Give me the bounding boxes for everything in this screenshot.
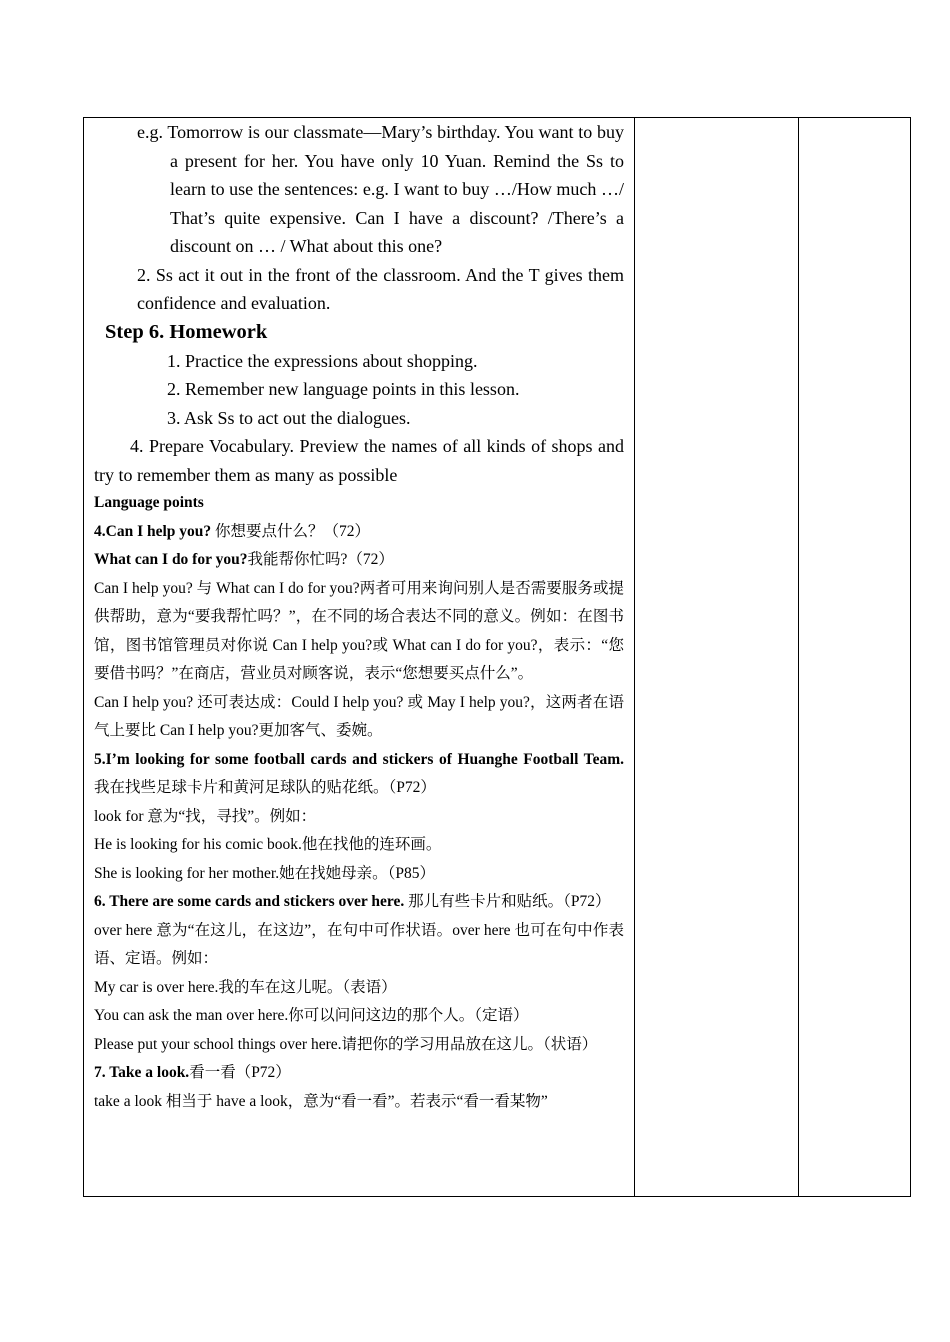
blank-cell-right [799,118,911,1197]
point-4 [94,518,624,547]
homework-item-1: 1. Practice the expressions about shopping. [167,350,478,371]
homework-item-2: 2. Remember new language points in this lesson. [167,379,520,399]
point-4-alternatives: Can I help you? 还可表达成：Could I help you? 或 May I help you?，这两者在语气上要比 Can I help you?更加客气、委婉。 [94,693,624,739]
point-7-explanation: take a look 相当于 have a look，意为“看一看”。若表示“看一看某物” [94,1092,548,1110]
content-body [84,118,634,1196]
point-7-translation: 看一看（P72） [189,1064,291,1081]
step6-heading: Step 6. Homework [105,320,268,343]
point-5-translation: 我在找些足球卡片和黄河足球队的贴花纸。（P72） [94,779,436,796]
point-5-example-1: He is looking for his comic book.他在找他的连环画。 [94,836,442,853]
point-6-example-3: Please put your school things over here.请把你的学习用品放在这儿。（状语） [94,1035,598,1053]
point-6-explanation: over here 意为“在这儿，在这边”，在句中可作状语。over here 也可在句中作表语、定语。例如： [94,921,624,967]
point-7 [94,1059,624,1088]
lesson-plan-table [83,117,911,1197]
language-points-heading: Language points [94,494,204,511]
point-5-explanation: look for 意为“找，寻找”。例如： [94,807,317,825]
point-6-sentence: 6. There are some cards and stickers over here. [94,893,405,910]
point-7-phrase: 7. Take a look. [94,1064,190,1081]
point-4-phrase: 4.Can I help you? [94,522,212,540]
point-5 [94,746,624,803]
activity-example: e.g. Tomorrow is our classmate—Mary’s birthday. You want to buy a present for her. You have only 10 Yuan. Remind the Ss to learn to use the sentences: e.g. I want to buy …/How much …/ That’s quite expensive. Can I have a discount? /There’s a discount on … / What about this one? [137,122,624,256]
point-4b [94,546,624,575]
point-4b-translation: 我能帮你忙吗?（72） [247,551,394,568]
point-5-example-2: She is looking for her mother.她在找她母亲。（P85） [94,864,435,882]
point-4-translation: 你想要点什么？（72） [211,522,371,540]
homework-item-4: 4. Prepare Vocabulary. Preview the names of all kinds of shops and try to remember them as many as possible [94,436,624,485]
content-cell [84,118,635,1197]
point-5-sentence: 5.I’m looking for some football cards and stickers of Huanghe Football Team. [94,750,624,768]
point-4b-phrase: What can I do for you? [94,551,248,568]
point-6-translation: 那儿有些卡片和贴纸。（P72） [404,893,611,910]
point-6-example-1: My car is over here.我的车在这儿呢。（表语） [94,978,397,996]
point-4-explanation: Can I help you? 与 What can I do for you?两者可用来询问别人是否需要服务或提供帮助，意为“要我帮忙吗？”，在不同的场合表达不同的意义。例如：在图书馆，图书馆管理员对你说 Can I help you?或 What can I do for you?，表示：“您要借书吗？”在商店，营业员对顾客说，表示“您想要买点什么”。 [94,579,624,682]
table-row [84,118,911,1197]
blank-cell-middle [635,118,799,1197]
activity-act-out: 2. Ss act it out in the front of the classroom. And the T gives them confidence and evaluation. [137,264,624,313]
point-6-example-2: You can ask the man over here.你可以问问这边的那个人。（定语） [94,1007,529,1024]
homework-item-3: 3. Ask Ss to act out the dialogues. [167,407,411,428]
point-6 [94,888,624,917]
